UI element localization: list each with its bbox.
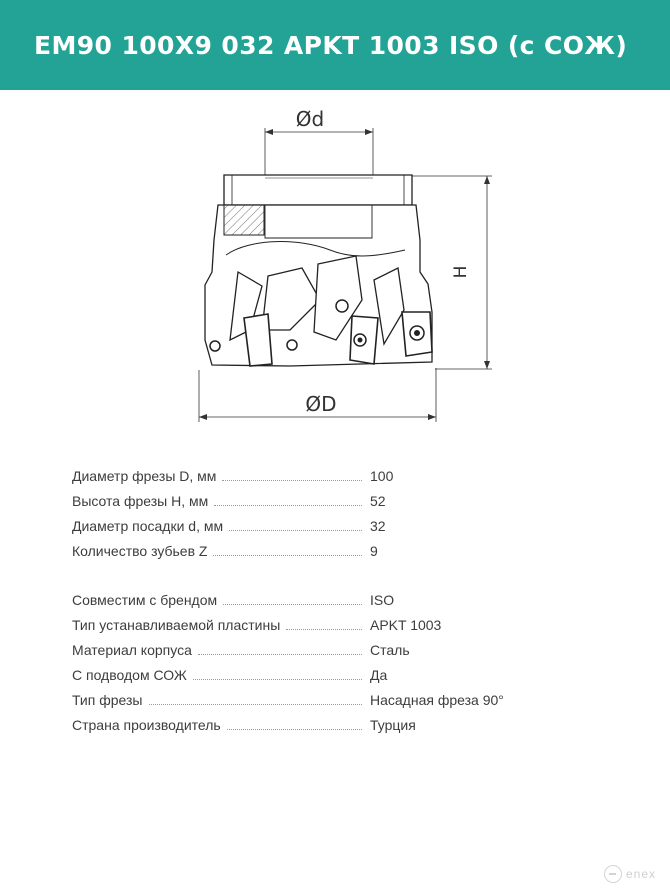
spec-row	[72, 642, 592, 667]
spec-label: Совместим с брендом	[72, 592, 218, 608]
spec-label: Тип фрезы	[72, 692, 143, 708]
spec-value: Насадная фреза 90°	[370, 692, 504, 708]
spec-value: 9	[370, 543, 378, 559]
outer-diameter-dimension	[199, 368, 436, 422]
dot-leader	[223, 595, 362, 605]
spec-label: Тип устанавливаемой пластины	[72, 617, 281, 633]
bore-dimension	[265, 107, 373, 178]
dot-leader	[286, 620, 362, 630]
spec-label: Диаметр фрезы D, мм	[72, 468, 217, 484]
spec-value: 100	[370, 468, 394, 484]
spec-row	[72, 667, 592, 692]
spec-value: Сталь	[370, 642, 410, 658]
extra-specs-table	[72, 592, 592, 742]
spec-value: ISO	[370, 592, 395, 608]
dot-leader	[229, 521, 362, 531]
dot-leader	[213, 546, 362, 556]
dot-leader	[227, 720, 362, 730]
spec-label: Количество зубьев Z	[72, 543, 208, 559]
spec-row	[72, 543, 592, 568]
spec-value: 32	[370, 518, 386, 534]
cutter-body	[205, 175, 432, 366]
bore-diameter-label: Ød	[295, 107, 325, 131]
spec-label: Материал корпуса	[72, 642, 192, 658]
enex-watermark	[604, 865, 656, 883]
dot-leader	[149, 695, 363, 705]
spec-value: 52	[370, 493, 386, 509]
spec-row	[72, 468, 592, 493]
spec-value: APKT 1003	[370, 617, 442, 633]
spec-value: Да	[370, 667, 388, 683]
outer-diameter-label: ØD	[305, 392, 337, 416]
dot-leader	[198, 645, 362, 655]
spec-row	[72, 518, 592, 543]
enex-logo-icon	[604, 865, 622, 883]
spec-label: Страна производитель	[72, 717, 221, 733]
spec-row	[72, 617, 592, 642]
height-label: H	[451, 265, 471, 279]
watermark-text: enex	[625, 867, 656, 881]
spec-label: Высота фрезы H, мм	[72, 493, 209, 509]
cutter-technical-drawing	[0, 90, 670, 435]
dot-leader	[214, 496, 362, 506]
spec-row	[72, 717, 592, 742]
main-specs-table	[72, 468, 592, 568]
spec-row	[72, 692, 592, 717]
page-title: EM90 100X9 032 APKT 1003 ISO (с СОЖ)	[34, 30, 628, 60]
dot-leader	[193, 670, 362, 680]
spec-value: Турция	[370, 717, 416, 733]
spec-row	[72, 592, 592, 617]
dot-leader	[222, 471, 362, 481]
spec-row	[72, 493, 592, 518]
spec-label: С подводом СОЖ	[72, 667, 187, 683]
spec-label: Диаметр посадки d, мм	[72, 518, 224, 534]
header-banner	[0, 0, 670, 90]
